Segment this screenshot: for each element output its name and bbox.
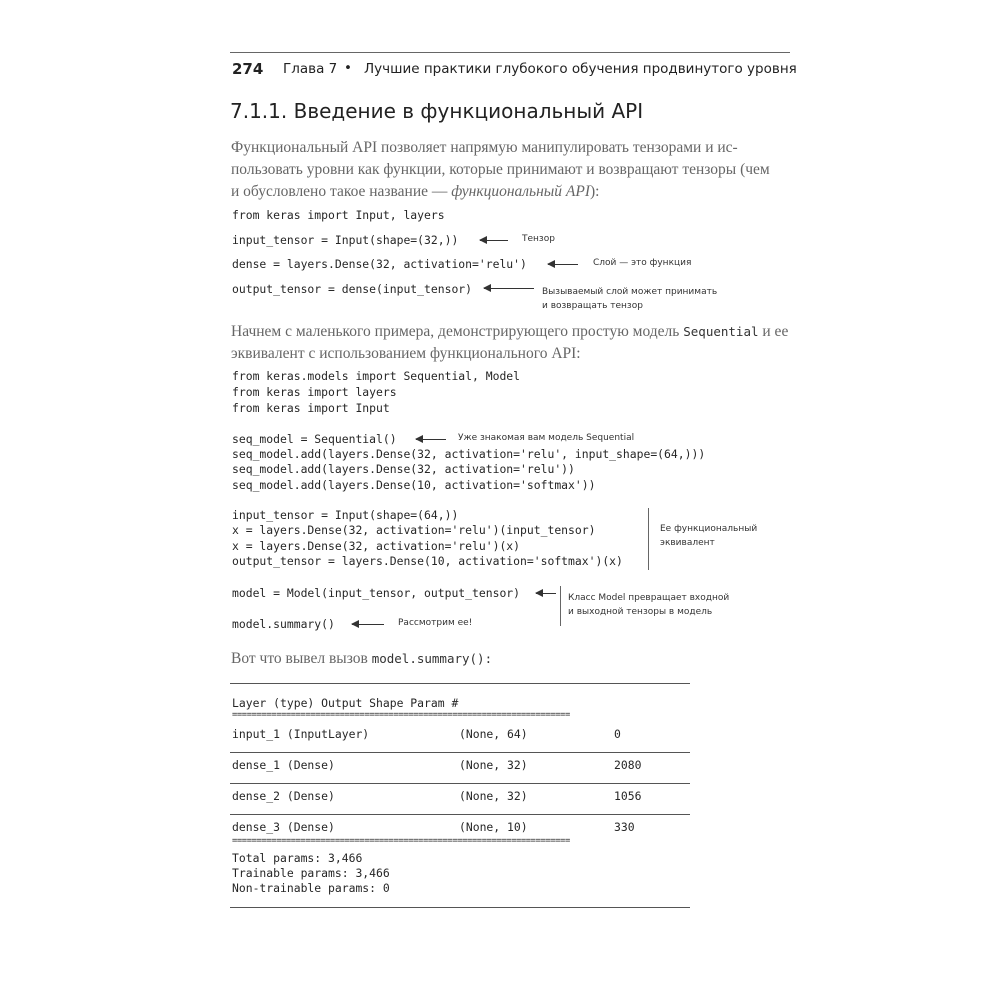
chapter-title: Лучшие практики глубокого обучения продвинутого уровня (364, 61, 797, 77)
summary-top-rule (230, 683, 690, 684)
annotation-look: Рассмотрим ее! (398, 618, 473, 628)
summary-non-trainable: Non-trainable params: 0 (232, 881, 390, 895)
annotation-callable-2: и возвращать тензор (542, 301, 643, 311)
intro-line-2: пользовать уровни как функции, которые принимают и возвращают тензоры (чем (231, 161, 770, 178)
summary-row-1-params: 0 (614, 727, 621, 741)
annotation-equivalent-2: эквивалент (660, 538, 715, 548)
para3-prefix: Вот что вывел вызов (231, 650, 372, 667)
arrow-left-icon (548, 264, 578, 265)
summary-row-4-params: 330 (614, 820, 635, 834)
summary-row-rule (230, 783, 690, 784)
annotation-layer-function: Слой — это функция (593, 258, 692, 268)
summary-trainable: Trainable params: 3,466 (232, 866, 390, 880)
summary-row-3-shape: (None, 32) (459, 789, 528, 803)
arrow-left-icon (416, 439, 446, 440)
para2-inline-code: Sequential (683, 324, 759, 339)
arrow-left-icon (484, 288, 534, 289)
annotation-tensor: Тензор (522, 234, 555, 244)
summary-equals-top: ===================================================================== (232, 710, 570, 720)
code2-line-9: x = layers.Dense(32, activation='relu')(input_tensor) (232, 523, 596, 537)
header-rule (230, 52, 790, 53)
code1-line-3: dense = layers.Dense(32, activation='relu') (232, 257, 527, 271)
summary-bottom-rule (230, 907, 690, 908)
summary-row-4-shape: (None, 10) (459, 820, 528, 834)
model-bracket (560, 586, 561, 626)
summary-row-2-layer: dense_1 (Dense) (232, 758, 335, 772)
code1-line-2: input_tensor = Input(shape=(32,)) (232, 233, 459, 247)
annotation-model-1: Класс Model превращает входной (568, 593, 730, 603)
para3-inline-code: model.summary (371, 651, 470, 666)
summary-row-2-shape: (None, 32) (459, 758, 528, 772)
code2-line-10: x = layers.Dense(32, activation='relu')(x) (232, 539, 521, 553)
summary-row-rule (230, 814, 690, 815)
code2-line-8: input_tensor = Input(shape=(64,)) (232, 508, 459, 522)
summary-total: Total params: 3,466 (232, 851, 363, 865)
code2-line-3: from keras import Input (232, 401, 390, 415)
para2-suffix: и ее (758, 323, 789, 340)
intro-line-1: Функциональный API позволяет напрямую манипулировать тензорами и ис- (231, 139, 738, 156)
annotation-equivalent-1: Ее функциональный (660, 524, 758, 534)
summary-row-rule (230, 752, 690, 753)
code2-line-11: output_tensor = layers.Dense(10, activation='softmax')(x) (232, 554, 623, 568)
summary-row-3-params: 1056 (614, 789, 642, 803)
arrow-left-icon (536, 593, 556, 594)
code2-line-5: seq_model.add(layers.Dense(32, activation='relu', input_shape=(64,))) (232, 447, 706, 461)
code2-line-1: from keras.models import Sequential, Model (232, 369, 521, 383)
para2-line-2: эквивалент с использованием функционального API: (231, 345, 581, 362)
code2-line-2: from keras import layers (232, 385, 397, 399)
annotation-model-2: и выходной тензоры в модель (568, 607, 713, 617)
code2-line-12: model = Model(input_tensor, output_tensor) (232, 586, 521, 600)
section-title: 7.1.1. Введение в функциональный API (230, 99, 644, 123)
chapter-label: Глава 7 (283, 61, 338, 77)
arrow-left-icon (352, 624, 384, 625)
summary-row-1-shape: (None, 64) (459, 727, 528, 741)
intro-line-3 (231, 181, 599, 203)
summary-equals-bottom: ===================================================================== (232, 836, 570, 846)
annotation-sequential: Уже знакомая вам модель Sequential (458, 433, 635, 443)
summary-header: Layer (type) Output Shape Param # (232, 696, 459, 710)
summary-row-1-layer: input_1 (InputLayer) (232, 727, 370, 741)
summary-row-2-params: 2080 (614, 758, 642, 772)
code2-line-7: seq_model.add(layers.Dense(10, activation='softmax')) (232, 478, 596, 492)
summary-row-4-layer: dense_3 (Dense) (232, 820, 335, 834)
code1-line-4: output_tensor = dense(input_tensor) (232, 282, 473, 296)
equivalent-bracket (648, 508, 649, 570)
annotation-callable-1: Вызываемый слой может принимать (542, 287, 718, 297)
para3 (231, 648, 492, 670)
para2-line-1 (231, 321, 788, 343)
code2-line-6: seq_model.add(layers.Dense(32, activation='relu')) (232, 462, 575, 476)
code2-line-13: model.summary() (232, 617, 335, 631)
intro-line-3-suffix: ): (590, 183, 600, 200)
summary-row-3-layer: dense_2 (Dense) (232, 789, 335, 803)
code2-line-4: seq_model = Sequential() (232, 432, 397, 446)
intro-emphasis: функциональный API (451, 183, 591, 200)
page-number: 274 (232, 60, 264, 78)
para3-suffix: (): (469, 651, 493, 666)
intro-line-3-prefix: и обусловлено такое название — (231, 183, 452, 200)
para2-prefix: Начнем с маленького примера, демонстрирующего простую модель (231, 323, 684, 340)
header-bullet: • (344, 60, 352, 76)
code1-line-1: from keras import Input, layers (232, 208, 445, 222)
arrow-left-icon (480, 240, 508, 241)
